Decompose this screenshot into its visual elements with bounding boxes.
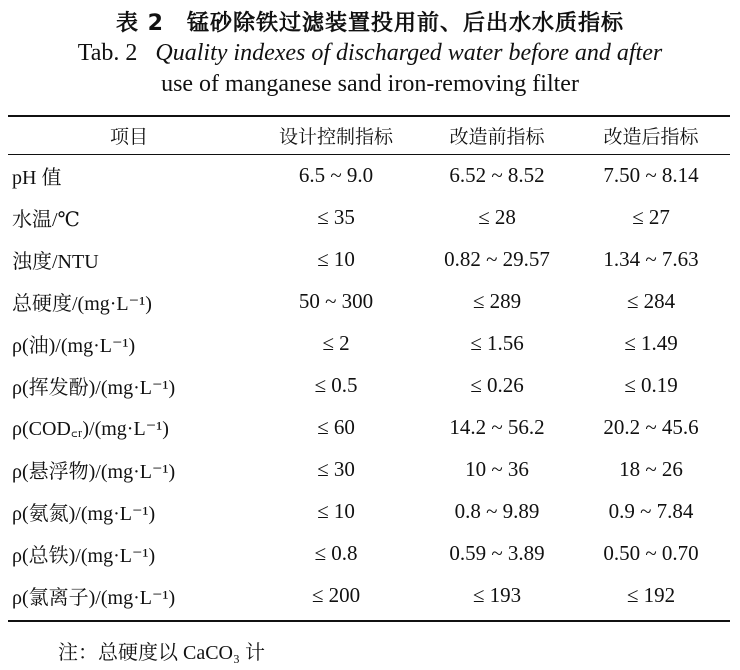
table-row: [8, 532, 730, 574]
header-design-index: 设计控制指标: [278, 126, 393, 148]
table-row: [8, 364, 730, 406]
cell-after: 0.50 ~ 0.70: [603, 540, 699, 565]
table-row: [8, 280, 730, 322]
cell-item: ρ(COD꜀ᵣ)/(mg·L⁻¹): [12, 417, 169, 440]
table-body: [8, 154, 730, 616]
header-before-index: 改造前指标: [449, 126, 545, 148]
cell-before: 6.52 ~ 8.52: [449, 162, 545, 187]
cell-after: ≤ 192: [626, 582, 676, 607]
cell-after: 1.34 ~ 7.63: [603, 246, 699, 271]
cell-before: 0.59 ~ 3.89: [449, 540, 545, 565]
cell-design: ≤ 2: [322, 330, 350, 355]
table-row: [8, 448, 730, 490]
table-row: [8, 406, 730, 448]
cell-item: ρ(氨氮)/(mg·L⁻¹): [12, 502, 156, 525]
cell-before: 10 ~ 36: [465, 456, 529, 481]
table-label-en: Tab. 2: [77, 40, 138, 66]
cell-design: ≤ 0.8: [314, 540, 358, 565]
cell-design: ≤ 0.5: [314, 372, 358, 397]
water-quality-table: [8, 117, 730, 616]
cell-design: ≤ 10: [317, 246, 355, 271]
title-en-line-2: use of manganese sand iron-removing filter: [161, 71, 579, 97]
cell-item: 水温/℃: [12, 208, 80, 231]
cell-after: 7.50 ~ 8.14: [603, 162, 699, 187]
table-row: [8, 322, 730, 364]
cell-item: ρ(挥发酚)/(mg·L⁻¹): [12, 376, 176, 399]
cell-item: 浊度/NTU: [12, 250, 99, 273]
cell-after: ≤ 284: [626, 288, 676, 313]
table-header-row: [8, 117, 730, 154]
header-after-index: 改造后指标: [603, 126, 699, 148]
cell-after: ≤ 1.49: [624, 330, 678, 355]
cell-design: ≤ 35: [317, 204, 355, 229]
cell-before: ≤ 193: [472, 582, 522, 607]
cell-after: ≤ 0.19: [624, 372, 678, 397]
cell-after: 0.9 ~ 7.84: [608, 498, 694, 523]
cell-before: ≤ 28: [478, 204, 516, 229]
cell-after: 18 ~ 26: [619, 456, 683, 481]
table-row: [8, 490, 730, 532]
header-item: 项目: [109, 126, 148, 148]
cell-before: 14.2 ~ 56.2: [449, 414, 545, 439]
cell-item: ρ(氯离子)/(mg·L⁻¹): [12, 586, 176, 609]
cell-design: ≤ 200: [311, 582, 361, 607]
cell-item: 总硬度/(mg·L⁻¹): [12, 292, 152, 315]
cell-before: 0.8 ~ 9.89: [454, 498, 540, 523]
table-row: [8, 196, 730, 238]
title-en-line-1: [0, 38, 740, 69]
cell-before: 0.82 ~ 29.57: [444, 246, 550, 271]
cell-after: 20.2 ~ 45.6: [603, 414, 699, 439]
cell-after: ≤ 27: [632, 204, 670, 229]
table-title-english: [0, 38, 740, 100]
cell-design: ≤ 10: [317, 498, 355, 523]
cell-item: ρ(总铁)/(mg·L⁻¹): [12, 544, 156, 567]
table-title-chinese: 表 2 锰砂除铁过滤装置投用前、后出水水质指标: [116, 11, 624, 36]
cell-design: 6.5 ~ 9.0: [298, 162, 374, 187]
cell-design: 50 ~ 300: [298, 288, 374, 313]
table-row: [8, 154, 730, 196]
table-note: 注：总硬度以 CaCO₃ 计: [58, 642, 265, 664]
bottom-rule: [8, 620, 730, 622]
cell-before: ≤ 0.26: [470, 372, 524, 397]
cell-item: ρ(油)/(mg·L⁻¹): [12, 334, 136, 357]
cell-item: pH 值: [12, 166, 62, 189]
table-row: [8, 238, 730, 280]
title-en-line-1-text: Quality indexes of discharged water before and after: [155, 40, 663, 66]
cell-before: ≤ 1.56: [470, 330, 524, 355]
cell-item: ρ(悬浮物)/(mg·L⁻¹): [12, 460, 176, 483]
cell-design: ≤ 30: [317, 456, 355, 481]
table-row: [8, 574, 730, 616]
cell-before: ≤ 289: [472, 288, 522, 313]
cell-design: ≤ 60: [317, 414, 355, 439]
